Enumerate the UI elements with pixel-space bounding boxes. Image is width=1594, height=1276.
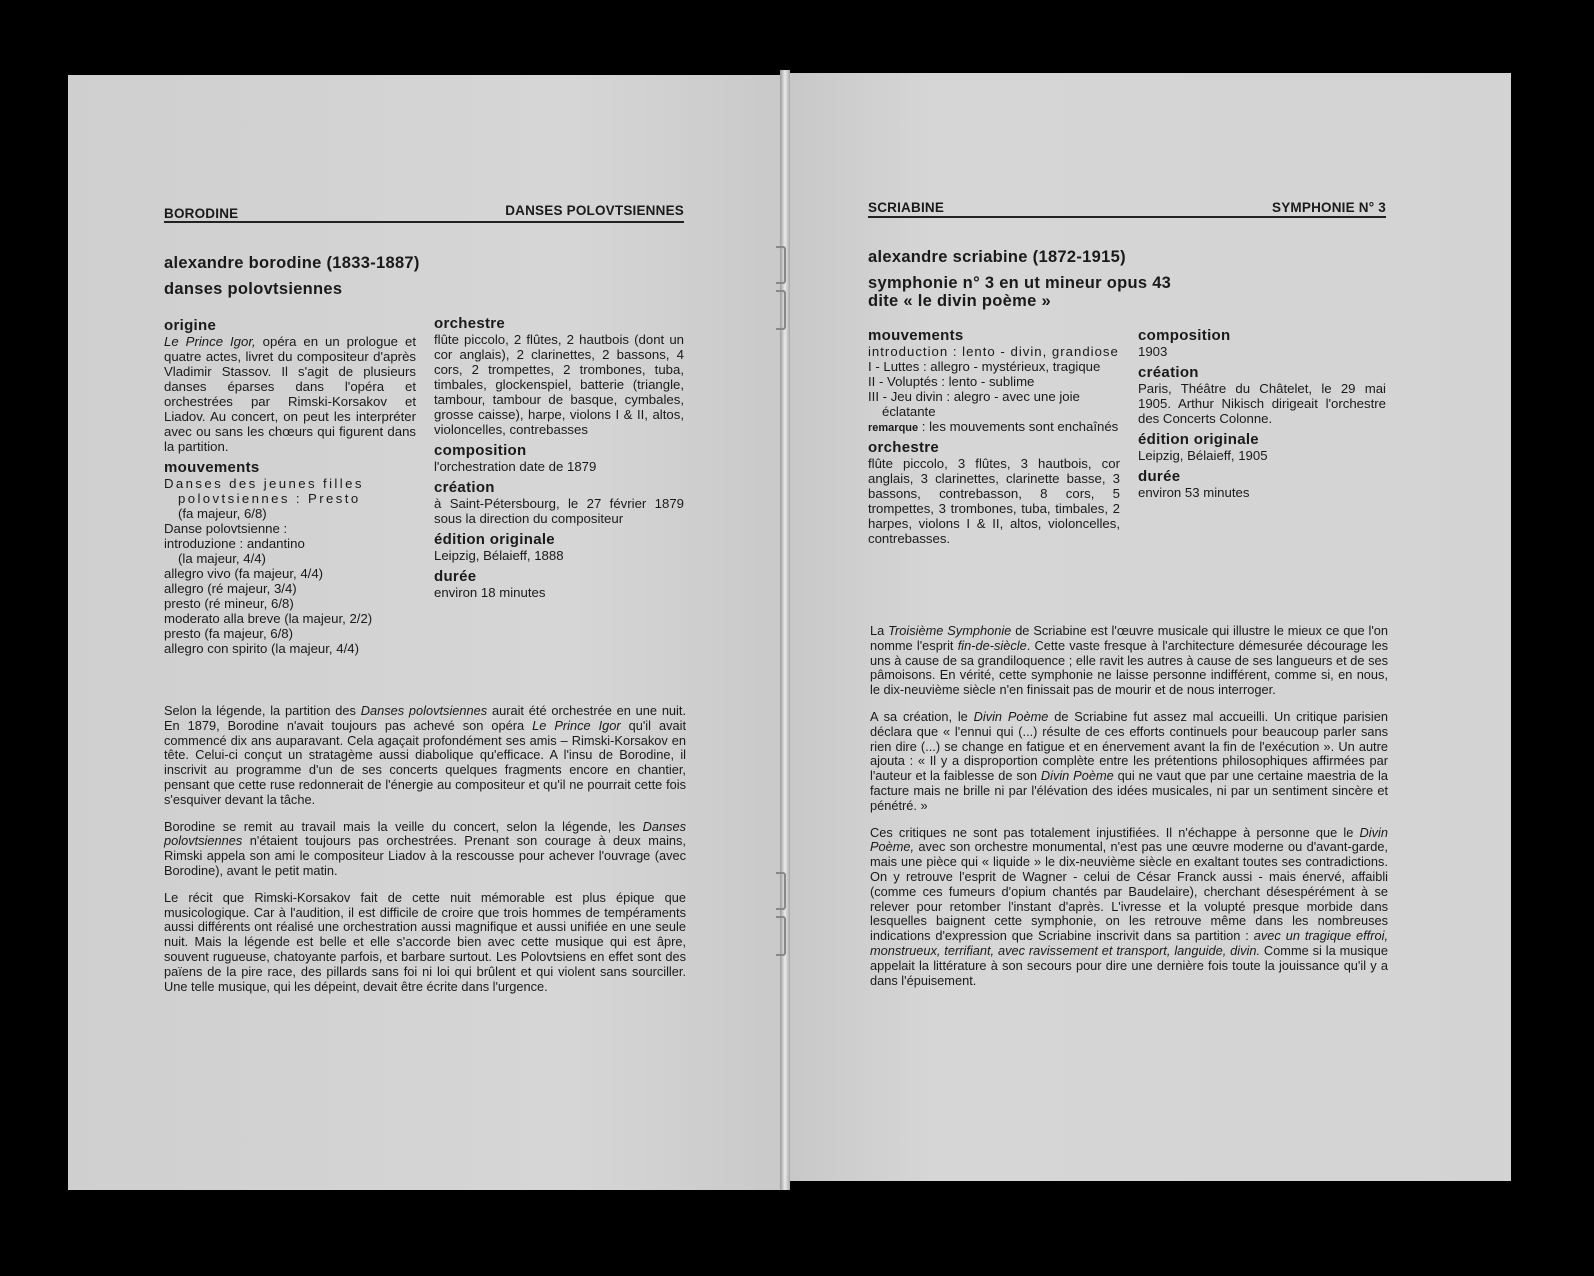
header-rule — [164, 221, 684, 223]
duree-text: environ 53 minutes — [1138, 485, 1250, 500]
origine-section — [164, 318, 416, 454]
mouvement-item: introduzione : andantino — [164, 536, 305, 551]
left-prose — [164, 704, 686, 1006]
right-paragraph-2: A sa création, le Divin Poème de Scriabine fut assez mal accueilli. Un critique parisien déclara que « l'ennui qui (...) résulte de ces efforts continuels pour beaucoup parler sans rien dire (...) se change en fatigue et en énervement avant la fin de l'exécution ». Un autre ajouta : « Il y a disproportion complète entre les prétentions philosophiques affirmées par l'auteur et la faiblesse de son Divin Poème qui ne vaut que par une certaine maestria de la facture mais ne brille ni par l'élévation des idées musicales, ni par un sentiment sincère et pénétré. » — [870, 708, 1389, 813]
duree-heading: durée — [434, 568, 477, 585]
mouvement-item: allegro vivo (fa majeur, 4/4) — [164, 566, 324, 581]
book-spine — [780, 70, 790, 1190]
work-title: symphonie n° 3 en ut mineur opus 43 — [868, 274, 1172, 292]
right-paragraph-1: La Troisième Symphonie de Scriabine est l'œuvre musicale qui illustre le mieux ce que l'on nomme l'esprit fin-de-siècle. Cette vaste fresque à l'architecture démesurée décourage les uns à cause de sa grandiloquence ; elle ravit les autres à cause de ses langueurs et de ses pâmoisons. En vérité, cette symphonie ne laisse personne indifférent, comme si, en nous, le dix-neuvième siècle n'en finissait pas de mourir et de nous interroger. — [870, 623, 1388, 698]
duree-section — [434, 569, 684, 600]
mouvement-item: II - Voluptés : lento - sublime — [868, 374, 1035, 389]
composition-section — [434, 443, 684, 474]
left-info-column-2 — [434, 316, 684, 604]
creation-section — [1138, 365, 1386, 426]
running-header-left: SCRIABINE — [868, 200, 945, 215]
duree-section — [1138, 469, 1386, 500]
mouvement-item: Danses des jeunes filles polovtsiennes : Presto — [164, 476, 364, 506]
composition-section — [1138, 328, 1386, 359]
mouvement-item: (fa majeur, 6/8) — [178, 506, 267, 521]
composer-title: alexandre borodine (1833-1887) — [164, 254, 420, 272]
edition-text: Leipzig, Bélaieff, 1888 — [434, 548, 564, 563]
left-info-column-1 — [164, 318, 416, 660]
duree-heading: durée — [1138, 468, 1181, 485]
mouvement-item: introduction : lento - divin, grandiose — [868, 344, 1119, 359]
mouvements-section — [164, 460, 416, 656]
orchestre-text: flûte piccolo, 2 flûtes, 2 hautbois (dont un cor anglais), 2 clarinettes, 2 bassons, 4 cors, 2 trompettes, 2 trombones, tuba, timbales, glockenspiel, batterie (triangle, tambour, tambour de basque, cymbales, grosse caisse), harpe, violons I & II, altos, violoncelles, contrebasses — [434, 332, 684, 437]
mouvement-item: allegro (ré majeur, 3/4) — [164, 581, 297, 596]
edition-text: Leipzig, Bélaieff, 1905 — [1138, 448, 1268, 463]
mouvement-item: III - Jeu divin : alegro - avec une joie éclatante — [868, 389, 1080, 419]
left-paragraph-3: Le récit que Rimski-Korsakov fait de cette nuit mémorable est plus épique que musicologique. Car à l'audition, il est difficile de croire que trois hommes de tempéraments aussi différents ont réalisé une orchestration aussi magnifique et aussi unifiée en une seule nuit. Mais la légende est belle et elle s'accorde bien avec cette musique qui est âpre, souvent rugueuse, chatoyante parfois, et barbare surtout. Les Polovtsiens en effet sont des païens de la pire race, des pillards sans foi ni loi qui brûlent et qui violent sans sourciller. Une telle musique, qui les dépeint, devait être écrite dans l'urgence. — [164, 889, 686, 994]
orchestre-heading: orchestre — [868, 439, 940, 456]
composition-text: l'orchestration date de 1879 — [434, 459, 597, 474]
mouvements-heading: mouvements — [164, 459, 260, 476]
composer-title: alexandre scriabine (1872-1915) — [868, 248, 1126, 266]
remarque: remarque : les mouvements sont enchaînés — [868, 419, 1119, 434]
mouvement-item: presto (ré mineur, 6/8) — [164, 596, 294, 611]
running-header-left: BORODINE — [164, 206, 239, 221]
creation-text: Paris, Théâtre du Châtelet, le 29 mai 1905. Arthur Nikisch dirigeait l'orchestre des Concerts Colonne. — [1138, 381, 1386, 426]
creation-heading: création — [434, 479, 495, 496]
mouvement-item: I - Luttes : allegro - mystérieux, tragique — [868, 359, 1101, 374]
origine-italic: Le Prince Igor, — [164, 334, 256, 349]
work-subtitle: dite « le divin poème » — [868, 292, 1051, 310]
edition-heading: édition originale — [1138, 431, 1259, 448]
mouvement-item: Danse polovtsienne : — [164, 521, 288, 536]
left-paragraph-2: Borodine se remit au travail mais la veille du concert, selon la légende, les Danses polovtsiennes n'étaient toujours pas orchestrées. Prenant son courage à deux mains, Rimski appela son ami le compositeur Liadov à la rescousse pour achever l'ouvrage (avec Borodine), avant le petit matin. — [164, 818, 686, 878]
running-header-right: SYMPHONIE N° 3 — [1272, 200, 1386, 215]
composition-heading: composition — [434, 442, 527, 459]
header-rule — [868, 216, 1386, 218]
right-info-column-2 — [1138, 328, 1386, 504]
mouvement-item: allegro con spirito (la majeur, 4/4) — [164, 641, 359, 656]
creation-section — [434, 480, 684, 526]
orchestre-heading: orchestre — [434, 315, 506, 332]
staple-bottom — [776, 872, 786, 910]
orchestre-section — [868, 440, 1120, 546]
edition-heading: édition originale — [434, 531, 555, 548]
orchestre-section — [434, 316, 684, 437]
mouvements-section — [868, 328, 1120, 436]
mouvement-item: moderato alla breve (la majeur, 2/2) — [164, 611, 373, 626]
duree-text: environ 18 minutes — [434, 585, 546, 600]
left-paragraph-1: Selon la légende, la partition des Danses polovtsiennes aurait été orchestrée en une nuit. En 1879, Borodine n'avait toujours pas achevé son opéra Le Prince Igor qu'il avait commencé dix ans auparavant. Cela agaçait profondément ses amis – Rimski-Korsakov en tête. Celui-ci conçut un stratagème aussi diabolique qu'efficace. A l'insu de Borodine, il inscrivit au programme d'un de ses concerts quelques fragments encore en chantier, pensant que cette ruse redonnerait de l'énergie au compositeur et qu'il ne pourrait cette fois s'esquiver devant la tâche. — [164, 703, 687, 807]
staple-top-2 — [776, 290, 786, 330]
right-prose — [870, 624, 1388, 1000]
origine-heading: origine — [164, 317, 217, 334]
mouvement-item: (la majeur, 4/4) — [178, 551, 266, 566]
right-info-column-1 — [868, 328, 1120, 550]
composition-text: 1903 — [1138, 344, 1168, 359]
staple-bottom-2 — [776, 916, 786, 956]
orchestre-text: flûte piccolo, 3 flûtes, 3 hautbois, cor anglais, 3 clarinettes, clarinette basse, 3 bassons, contrebasson, 8 cors, 5 trompettes, 3 trombones, tuba, timbales, 2 harpes, violons I & II, altos, violoncelles, contrebasses. — [868, 456, 1120, 546]
edition-section — [1138, 432, 1386, 463]
right-paragraph-3: Ces critiques ne sont pas totalement injustifiées. Il n'échappe à personne que le Divin Poème, avec son orchestre monumental, n'est pas une œuvre moderne ou d'avant-garde, mais une pièce qui « liquide » le dix-neuvième siècle en exaltant toutes ses contradictions. On y retrouve l'esprit de Wagner - celui de César Franck aussi - mais énervé, affaibli (comme ces fumeurs d'opium chantés par Baudelaire), cherchant désespérément à se relever pour retomber l'instant d'après. L'ivresse et la volupté presque morbide dans lesquelles baignent cette symphonie, on les retrouve même dans les nombreuses indications d'expression que Scriabine inscrivit dans sa partition : avec un tragique effroi, monstrueux, terrifiant, avec ravissement et transport, languide, divin. Comme si la musique appelait la littérature à son secours pour dire une dernière fois toute la jouissance qu'il y a dans l'épuisement. — [870, 824, 1388, 988]
mouvement-item: presto (fa majeur, 6/8) — [164, 626, 294, 641]
mouvements-heading: mouvements — [868, 327, 964, 344]
running-header-right: DANSES POLOVTSIENNES — [505, 203, 684, 218]
composition-heading: composition — [1138, 327, 1231, 344]
work-title: danses polovtsiennes — [164, 280, 343, 298]
creation-heading: création — [1138, 364, 1199, 381]
edition-section — [434, 532, 684, 563]
creation-text: à Saint-Pétersbourg, le 27 février 1879 sous la direction du compositeur — [434, 496, 684, 526]
origine-text: Le Prince Igor, opéra en un prologue et quatre actes, livret du compositeur d'après Vladimir Stassov. Il s'agit de plusieurs danses éparses dans l'opéra et orchestrées par Rimski-Korsakov et Liadov. Au concert, on peut les interpréter avec ou sans les chœurs qui figurent dans la partition. — [164, 334, 416, 454]
staple-top — [776, 246, 786, 284]
